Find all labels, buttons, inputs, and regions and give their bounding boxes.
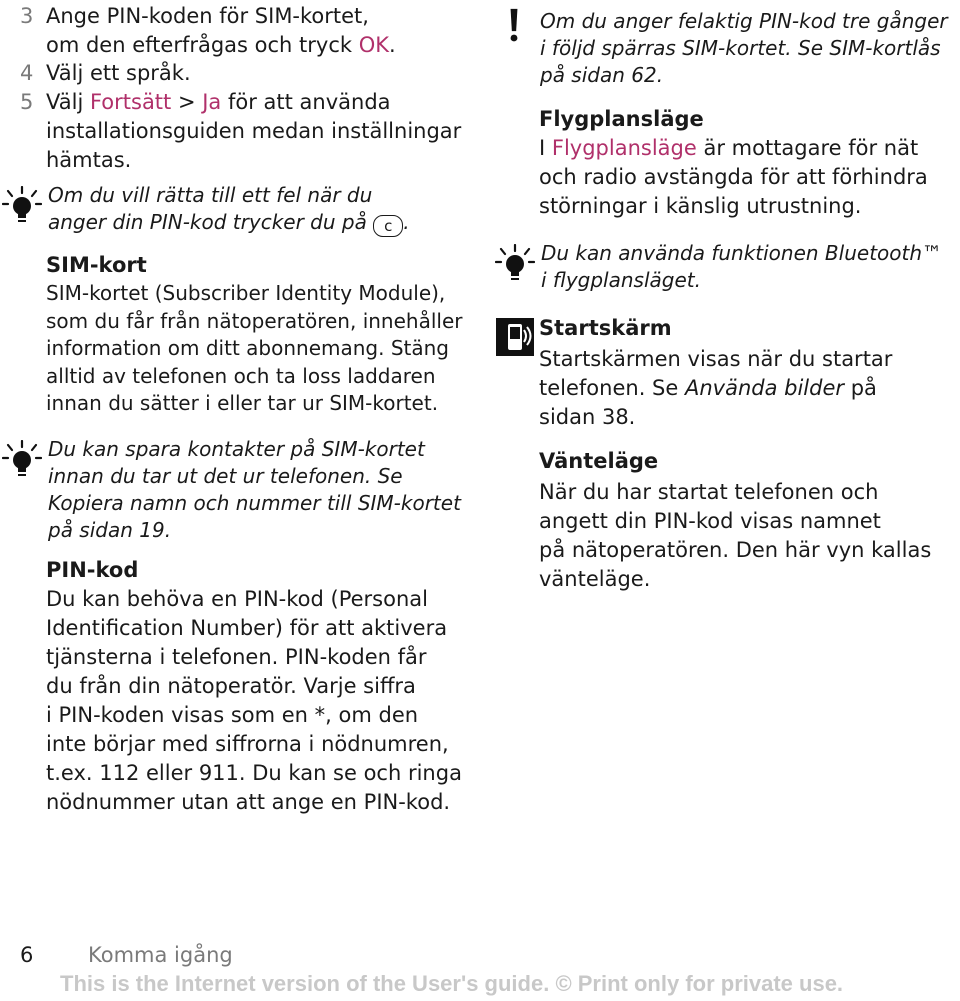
lightbulb-tip-icon xyxy=(2,186,42,226)
body-line: i PIN-koden visas som en *, om den xyxy=(46,703,419,727)
tip-line: innan du tar ut det ur telefonen. Se xyxy=(48,464,403,488)
body-text-part: är mottagare för nät xyxy=(696,136,919,160)
tip-text xyxy=(48,436,480,544)
standby-section xyxy=(539,447,960,594)
section-body xyxy=(539,345,960,432)
flight-mode-link: Flygplansläge xyxy=(551,136,697,160)
tip-line: Du kan använda funktionen Bluetooth™ xyxy=(541,241,943,265)
step-text xyxy=(46,2,476,60)
body-line: Du kan behöva en PIN-kod (Personal xyxy=(46,587,428,611)
exclamation-warning-icon xyxy=(508,8,520,44)
step-text-part: Välj xyxy=(46,90,90,114)
section-heading: Vänteläge xyxy=(539,449,659,473)
tip-pin-fix xyxy=(2,180,480,240)
sim-card-section xyxy=(46,251,476,418)
body-line: sidan 38. xyxy=(539,405,636,429)
body-line: som du får från nätoperatören, innehåller xyxy=(46,308,463,333)
step-text: Välj ett språk. xyxy=(46,61,191,85)
startscreen-section xyxy=(539,314,960,432)
step-text-part: för att använda xyxy=(221,90,391,114)
step-text xyxy=(46,88,476,175)
body-text-part: telefonen. Se xyxy=(539,376,685,400)
tip-punct: . xyxy=(403,210,410,234)
c-key-icon: c xyxy=(373,215,403,237)
warning-line: Om du anger felaktig PIN-kod tre gånger xyxy=(540,9,948,33)
watermark: This is the Internet version of the User's guide. © Print only for private use. xyxy=(60,971,844,996)
body-line: vänteläge. xyxy=(539,567,651,591)
section-heading: Flygplansläge xyxy=(539,107,704,131)
body-line: angett din PIN-kod visas namnet xyxy=(539,509,881,533)
flight-mode-section xyxy=(539,105,960,221)
body-line: innan du sätter i eller tar ur SIM-kortet. xyxy=(46,391,439,415)
pin-code-section xyxy=(46,556,476,817)
step-4 xyxy=(0,59,480,88)
warning-pin xyxy=(500,6,960,90)
warning-text xyxy=(540,8,960,89)
body-line: t.ex. 112 eller 911. Du kan se och ringa xyxy=(46,761,462,785)
step-line: om den efterfrågas och tryck xyxy=(46,33,359,57)
body-line: på nätoperatören. Den här vyn kallas xyxy=(539,538,932,562)
body-line: information om ditt abonnemang. Stäng xyxy=(46,336,449,360)
step-number: 4 xyxy=(20,61,34,85)
tip-line: på sidan 19. xyxy=(48,518,172,542)
body-line: inte börjar med siffrorna i nödnumren, xyxy=(46,732,449,756)
using-images-ref: Använda bilder xyxy=(684,376,845,400)
section-body xyxy=(46,280,476,418)
tip-line: anger din PIN-kod trycker du på xyxy=(48,210,367,234)
section-heading: Startskärm xyxy=(539,316,672,340)
section-body xyxy=(539,134,960,221)
step-5 xyxy=(0,88,480,175)
lightbulb-tip-icon xyxy=(2,440,42,480)
tip-line: Du kan spara kontakter på SIM-kortet xyxy=(48,437,425,461)
body-line: och radio avstängda för att förhindra xyxy=(539,165,928,189)
section-title: Komma igång xyxy=(88,943,233,967)
body-line: SIM-kortet (Subscriber Identity Module), xyxy=(46,281,446,305)
tip-line: Kopiera namn och nummer till SIM-kortet xyxy=(48,491,461,515)
body-line: Identification Number) för att aktivera xyxy=(46,616,448,640)
section-heading: SIM-kort xyxy=(46,253,147,277)
step-3 xyxy=(0,2,480,62)
tip-text xyxy=(541,240,960,294)
ja-link: Ja xyxy=(202,90,222,114)
fortsatt-link: Fortsätt xyxy=(89,90,172,114)
tip-text xyxy=(48,182,480,237)
body-line: tjänsterna i telefonen. PIN-koden får xyxy=(46,645,427,669)
step-text-part: > xyxy=(171,90,203,114)
section-body xyxy=(46,585,476,817)
ok-link: OK xyxy=(358,33,390,57)
body-line: När du har startat telefonen och xyxy=(539,480,879,504)
section-heading: PIN-kod xyxy=(46,558,139,582)
body-line: alltid av telefonen och ta loss laddaren xyxy=(46,363,436,388)
tip-line: i flygplansläget. xyxy=(541,268,701,292)
step-line: installationsguiden medan inställningar xyxy=(46,119,462,143)
tip-line: Om du vill rätta till ett fel när du xyxy=(48,183,373,207)
step-line: hämtas. xyxy=(46,148,132,172)
lightbulb-tip-icon xyxy=(495,244,535,284)
step-line: Ange PIN-koden för SIM-kortet, xyxy=(46,4,369,28)
body-text-part: på xyxy=(844,376,877,400)
step-punct: . xyxy=(389,33,396,57)
body-text-part: I xyxy=(539,136,552,160)
warning-line: på sidan 62. xyxy=(540,63,664,87)
body-line: du från din nätoperatör. Varje siffra xyxy=(46,674,416,698)
warning-line: i följd spärras SIM-kortet. Se SIM-kortlås xyxy=(540,36,941,60)
step-number: 5 xyxy=(20,90,34,114)
tip-contacts xyxy=(2,436,480,546)
body-line: nödnummer utan att ange en PIN-kod. xyxy=(46,790,451,814)
body-line: störningar i känslig utrustning. xyxy=(539,194,862,218)
page-number: 6 xyxy=(20,943,34,967)
step-number: 3 xyxy=(20,4,34,28)
body-line: Startskärmen visas när du startar xyxy=(539,347,893,371)
tip-bluetooth xyxy=(495,240,960,300)
phone-feature-icon xyxy=(496,318,534,356)
section-body xyxy=(539,478,960,594)
